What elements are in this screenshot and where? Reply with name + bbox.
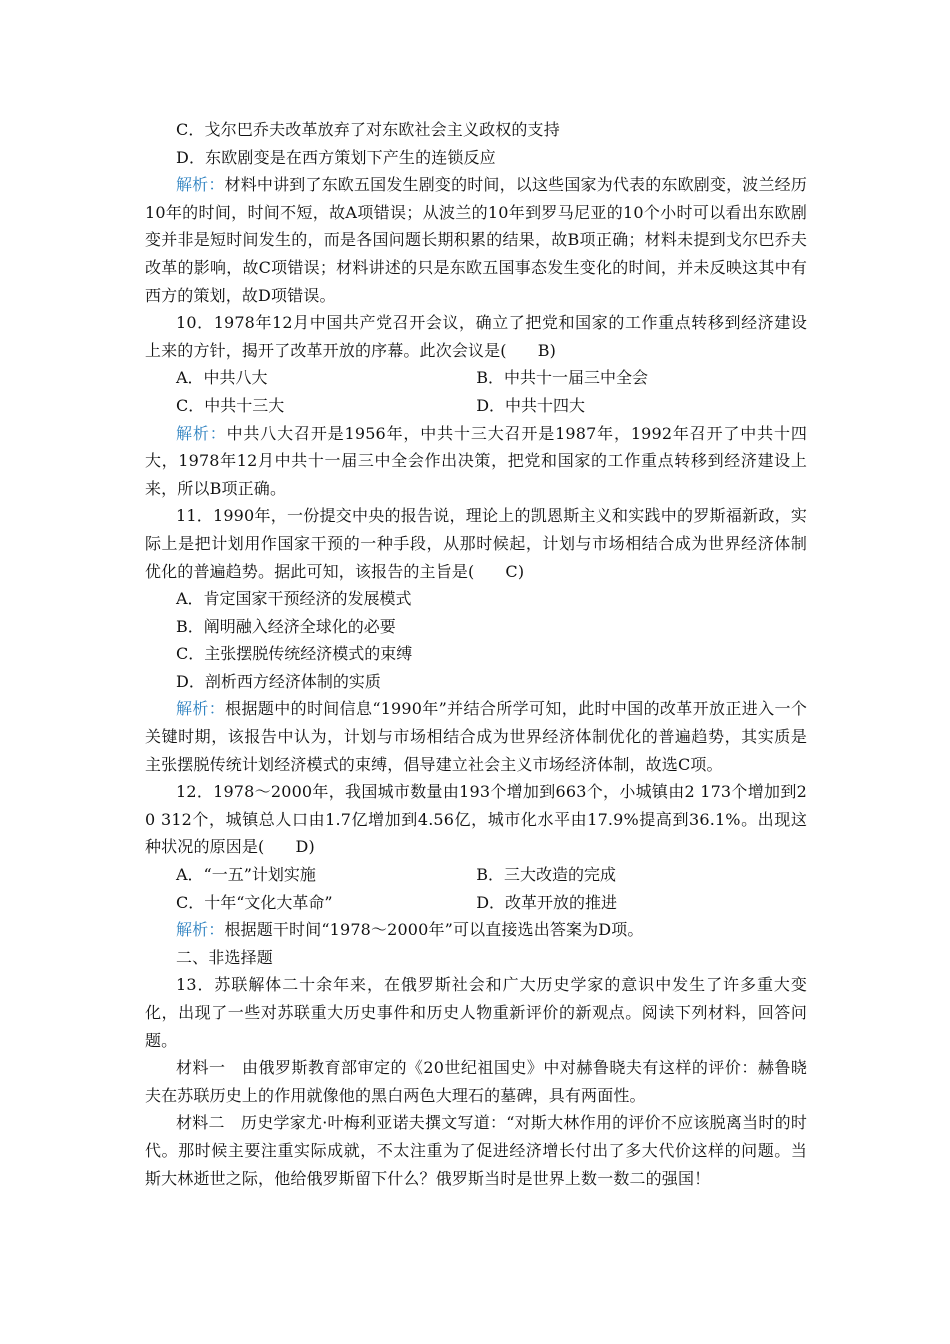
q13-material-1: 材料一 由俄罗斯教育部审定的《20世纪祖国史》中对赫鲁晓夫有这样的评价：赫鲁晓夫在苏联历史上的作用就像他的黑白两色大理石的墓碑，具有两面性。 (145, 1058, 807, 1105)
q10-stem: 10．1978年12月中国共产党召开会议，确立了把党和国家的工作重点转移到经济建设上来的方针，揭开了改革开放的序幕。此次会议是( B) (145, 309, 807, 364)
q10-option-b: B．中共十一届三中全会 (476, 368, 648, 388)
analysis-text: 中共八大召开是1956年，中共十三大召开是1987年，1992年召开了中共十四大，1978年12月中共十一届三中全会作出决策，把党和国家的工作重点转移到经济建设上来，所以B项正确。 (145, 423, 807, 498)
analysis-text: 材料中讲到了东欧五国发生剧变的时间，以这些国家为代表的东欧剧变，波兰经历10年的时间，时间不短，故A项错误；从波兰的10年到罗马尼亚的10个小时可以看出东欧剧变并非是短时间发生的，而是各国问题长期积累的结果，故B项正确；材料未提到戈尔巴乔夫改革的影响，故C项错误；材料讲述的只是东欧五国事态发生变化的时间，并未反映这其中有西方的策划，故D项错误。 (145, 175, 807, 305)
q11-option-d: D．剖析西方经济体制的实质 (176, 671, 381, 691)
q11-option-c: C．主张摆脱传统经济模式的束缚 (176, 644, 413, 664)
q9-option-d: D．东欧剧变是在西方策划下产生的连锁反应 (176, 147, 496, 167)
answer-mark: D (295, 837, 309, 857)
q11-stem: 11．1990年，一份提交中央的报告说，理论上的凯恩斯主义和实践中的罗斯福新政，实际上是把计划用作国家干预的一种手段，从那时候起，计划与市场相结合成为世界经济体制优化的普遍趋势。据此可知，该报告的主旨是( C) (145, 502, 807, 585)
q12-analysis (145, 916, 807, 944)
q12-options-row-1 (145, 861, 807, 889)
q13-material-2: 材料二 历史学家尤·叶梅利亚诺夫撰文写道：“对斯大林作用的评价不应该脱离当时的时代。那时候主要注重实际成就，不太注重为了促进经济增长付出了多大代价这样的问题。当斯大林逝世之际，他给俄罗斯留下什么？俄罗斯当时是世界上数一数二的强国！ (145, 1113, 807, 1188)
q11-option-b: B．阐明融入经济全球化的必要 (176, 616, 396, 636)
section-heading: 二、非选择题 (176, 947, 273, 967)
q10-option-a: A．中共八大 (176, 368, 268, 388)
q12-options-row-2 (145, 889, 807, 917)
q11-analysis (145, 695, 807, 778)
analysis-label: 解析： (176, 920, 225, 940)
q12-option-a: A．“一五”计划实施 (176, 865, 316, 885)
page-content (145, 116, 807, 1192)
analysis-text: 根据题干时间“1978～2000年”可以直接选出答案为D项。 (224, 920, 644, 940)
q9-analysis (145, 171, 807, 309)
q10-option-c: C．中共十三大 (176, 395, 285, 415)
q10-analysis (145, 420, 807, 503)
q10-options-row-1 (145, 364, 807, 392)
analysis-text: 根据题中的时间信息“1990年”并结合所学可知，此时中国的改革开放正进入一个关键时期，该报告中认为，计划与市场相结合成为世界经济体制优化的普遍趋势，其实质是主张摆脱传统计划经济模式的束缚，倡导建立社会主义市场经济体制，故选C项。 (145, 699, 808, 774)
q10-option-d: D．中共十四大 (476, 395, 586, 415)
answer-mark: C (505, 561, 518, 581)
analysis-label: 解析： (176, 699, 226, 719)
analysis-label: 解析： (176, 175, 225, 195)
q13-stem: 13．苏联解体二十余年来，在俄罗斯社会和广大历史学家的意识中发生了许多重大变化，出现了一些对苏联重大历史事件和历史人物重新评价的新观点。阅读下列材料，回答问题。 (145, 975, 807, 1050)
q10-options-row-2 (145, 392, 807, 420)
q11-option-a: A．肯定国家干预经济的发展模式 (176, 589, 412, 609)
q12-option-b: B．三大改造的完成 (476, 865, 616, 885)
q9-option-c: C．戈尔巴乔夫改革放弃了对东欧社会主义政权的支持 (176, 120, 560, 139)
q12-option-d: D．改革开放的推进 (476, 892, 618, 912)
answer-mark: B (537, 340, 550, 360)
analysis-label: 解析： (176, 423, 227, 443)
q12-option-c: C．十年“文化大革命” (176, 892, 333, 912)
q12-stem: 12．1978～2000年，我国城市数量由193个增加到663个，小城镇由2 173个增加到20 312个，城镇总人口由1.7亿增加到4.56亿，城市化水平由17.9%提高到36.1%。出现这种状况的原因是( D) (145, 778, 807, 861)
